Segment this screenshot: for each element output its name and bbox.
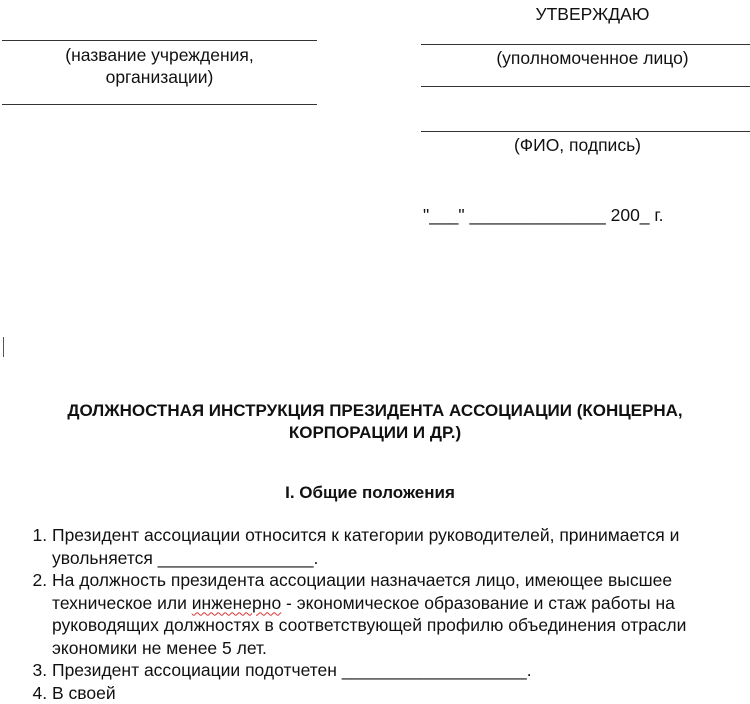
spellcheck-misspelled-word[interactable]: инженерно: [192, 593, 281, 613]
fio-line: [421, 131, 750, 132]
authorized-person-bottom-line: [421, 86, 750, 87]
authorized-person-label: (уполномоченное лицо): [420, 47, 750, 69]
org-name-bottom-line: [2, 104, 317, 105]
text-cursor: [3, 337, 4, 357]
document-title: ДОЛЖНОСТНАЯ ИНСТРУКЦИЯ ПРЕЗИДЕНТА АССОЦИАЦИИ (КОНЦЕРНА, КОРПОРАЦИИ И ДР.): [0, 400, 750, 444]
list-item-text: Президент ассоциации подотчетен ___________________.: [52, 660, 532, 680]
list-item-text: Президент ассоциации относится к категории руководителей, принимается и увольняется ________________.: [52, 525, 679, 568]
org-name-label-line2: организации): [2, 66, 317, 88]
list-item: [52, 682, 742, 704]
list-item-text: На должность президента ассоциации назначается лицо, имеющее высшее техническое или: [52, 570, 672, 613]
date-line: "___" ______________ 200_ г.: [423, 204, 664, 226]
list-item-text: - экономическое образование и стаж работы на руководящих должностях в соответствующей профилю объединения отрасли экономики не менее 5 лет.: [52, 593, 686, 658]
org-name-label-line1: (название учреждения,: [2, 44, 317, 66]
section-heading: I. Общие положения: [0, 483, 740, 503]
list-item: [52, 524, 742, 569]
approve-heading: УТВЕРЖДАЮ: [420, 3, 750, 25]
list-item: [52, 659, 742, 682]
list-item-text: В своей: [52, 683, 116, 703]
general-provisions-list: [0, 524, 742, 704]
fio-signature-label: (ФИО, подпись): [405, 134, 750, 156]
org-name-label: [2, 44, 317, 88]
org-name-top-line: [2, 40, 317, 41]
list-item: [52, 569, 742, 659]
authorized-person-line: [421, 44, 750, 45]
